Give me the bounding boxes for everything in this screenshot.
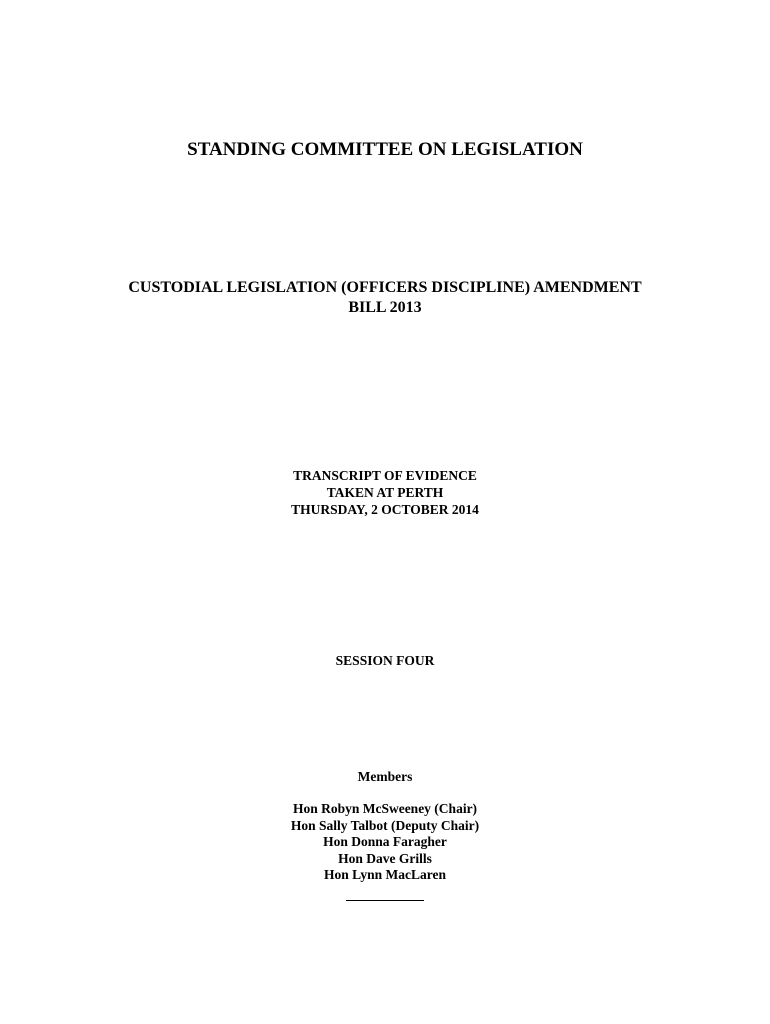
member-name: Hon Robyn McSweeney (Chair) [292, 801, 478, 816]
transcript-date: THURSDAY, 2 OCTOBER 2014 [291, 502, 479, 517]
session-label: SESSION FOUR [335, 653, 435, 668]
member-name: Hon Dave Grills [338, 850, 432, 866]
separator-rule [346, 900, 424, 901]
bill-title-line-2: BILL 2013 [348, 299, 422, 316]
members-list [0, 801, 770, 884]
committee-title: STANDING COMMITTEE ON LEGISLATION [187, 139, 583, 160]
bill-title-line-1: CUSTODIAL LEGISLATION (OFFICERS DISCIPLINE) AMENDMENT [128, 279, 642, 296]
member-name: Hon Sally Talbot (Deputy Chair) [290, 817, 480, 833]
bill-title [0, 278, 770, 318]
member-name: Hon Lynn MacLaren [323, 867, 447, 883]
transcript-heading: TRANSCRIPT OF EVIDENCE [293, 468, 477, 483]
transcript-location: TAKEN AT PERTH [326, 485, 444, 500]
member-name: Hon Donna Faragher [323, 834, 447, 850]
members-heading: Members [357, 769, 413, 784]
transcript-details [0, 467, 770, 518]
